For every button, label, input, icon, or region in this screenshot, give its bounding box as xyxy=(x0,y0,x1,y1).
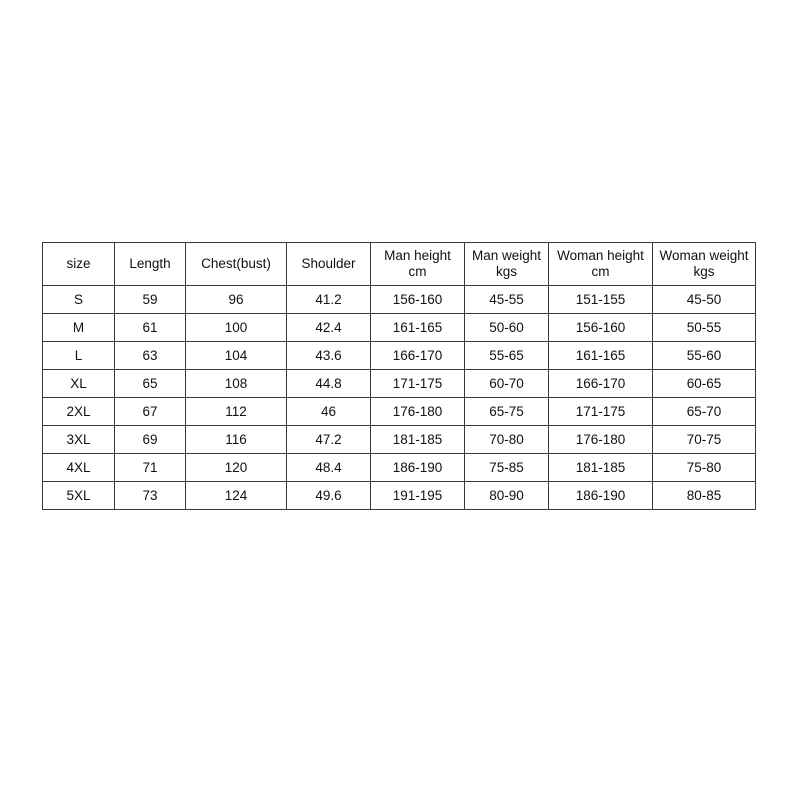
cell-shoulder: 48.4 xyxy=(287,454,371,482)
cell-woman-height: 156-160 xyxy=(549,314,653,342)
cell-man-height: 181-185 xyxy=(371,426,465,454)
cell-chest: 104 xyxy=(186,342,287,370)
cell-woman-weight: 60-65 xyxy=(653,370,756,398)
cell-woman-weight: 75-80 xyxy=(653,454,756,482)
cell-man-height: 186-190 xyxy=(371,454,465,482)
header-man-weight: Man weight kgs xyxy=(465,243,549,286)
cell-woman-height: 166-170 xyxy=(549,370,653,398)
cell-length: 65 xyxy=(115,370,186,398)
header-chest: Chest(bust) xyxy=(186,243,287,286)
table-header-row xyxy=(43,243,756,286)
cell-chest: 116 xyxy=(186,426,287,454)
header-woman-height: Woman height cm xyxy=(549,243,653,286)
cell-woman-weight: 55-60 xyxy=(653,342,756,370)
cell-shoulder: 49.6 xyxy=(287,482,371,510)
cell-man-weight: 70-80 xyxy=(465,426,549,454)
size-chart-table xyxy=(42,242,756,510)
cell-woman-weight: 80-85 xyxy=(653,482,756,510)
cell-shoulder: 42.4 xyxy=(287,314,371,342)
cell-chest: 124 xyxy=(186,482,287,510)
cell-man-weight: 60-70 xyxy=(465,370,549,398)
cell-chest: 108 xyxy=(186,370,287,398)
cell-man-height: 176-180 xyxy=(371,398,465,426)
cell-size: 4XL xyxy=(43,454,115,482)
table-row xyxy=(43,314,756,342)
cell-man-weight: 65-75 xyxy=(465,398,549,426)
cell-size: L xyxy=(43,342,115,370)
cell-woman-weight: 45-50 xyxy=(653,286,756,314)
cell-length: 63 xyxy=(115,342,186,370)
cell-woman-weight: 50-55 xyxy=(653,314,756,342)
table-row xyxy=(43,454,756,482)
cell-woman-height: 161-165 xyxy=(549,342,653,370)
cell-man-height: 166-170 xyxy=(371,342,465,370)
cell-woman-weight: 70-75 xyxy=(653,426,756,454)
cell-man-height: 161-165 xyxy=(371,314,465,342)
cell-shoulder: 41.2 xyxy=(287,286,371,314)
cell-man-height: 171-175 xyxy=(371,370,465,398)
header-size: size xyxy=(43,243,115,286)
cell-man-weight: 45-55 xyxy=(465,286,549,314)
cell-size: 2XL xyxy=(43,398,115,426)
table-row xyxy=(43,370,756,398)
cell-length: 61 xyxy=(115,314,186,342)
cell-length: 59 xyxy=(115,286,186,314)
cell-woman-height: 181-185 xyxy=(549,454,653,482)
cell-length: 73 xyxy=(115,482,186,510)
cell-woman-height: 151-155 xyxy=(549,286,653,314)
cell-chest: 120 xyxy=(186,454,287,482)
cell-man-weight: 55-65 xyxy=(465,342,549,370)
cell-chest: 112 xyxy=(186,398,287,426)
table-row xyxy=(43,398,756,426)
header-length: Length xyxy=(115,243,186,286)
cell-length: 69 xyxy=(115,426,186,454)
cell-man-weight: 80-90 xyxy=(465,482,549,510)
cell-man-weight: 75-85 xyxy=(465,454,549,482)
cell-man-height: 191-195 xyxy=(371,482,465,510)
cell-size: 5XL xyxy=(43,482,115,510)
table-row xyxy=(43,426,756,454)
table-row xyxy=(43,286,756,314)
cell-chest: 96 xyxy=(186,286,287,314)
cell-shoulder: 44.8 xyxy=(287,370,371,398)
cell-woman-height: 171-175 xyxy=(549,398,653,426)
header-man-height: Man height cm xyxy=(371,243,465,286)
cell-shoulder: 46 xyxy=(287,398,371,426)
cell-shoulder: 47.2 xyxy=(287,426,371,454)
cell-man-weight: 50-60 xyxy=(465,314,549,342)
cell-man-height: 156-160 xyxy=(371,286,465,314)
cell-size: M xyxy=(43,314,115,342)
cell-size: S xyxy=(43,286,115,314)
table-row xyxy=(43,342,756,370)
cell-chest: 100 xyxy=(186,314,287,342)
table-body xyxy=(43,286,756,510)
cell-woman-height: 186-190 xyxy=(549,482,653,510)
header-shoulder: Shoulder xyxy=(287,243,371,286)
cell-shoulder: 43.6 xyxy=(287,342,371,370)
cell-woman-weight: 65-70 xyxy=(653,398,756,426)
table-row xyxy=(43,482,756,510)
cell-size: XL xyxy=(43,370,115,398)
cell-length: 71 xyxy=(115,454,186,482)
cell-woman-height: 176-180 xyxy=(549,426,653,454)
cell-size: 3XL xyxy=(43,426,115,454)
header-woman-weight: Woman weight kgs xyxy=(653,243,756,286)
cell-length: 67 xyxy=(115,398,186,426)
